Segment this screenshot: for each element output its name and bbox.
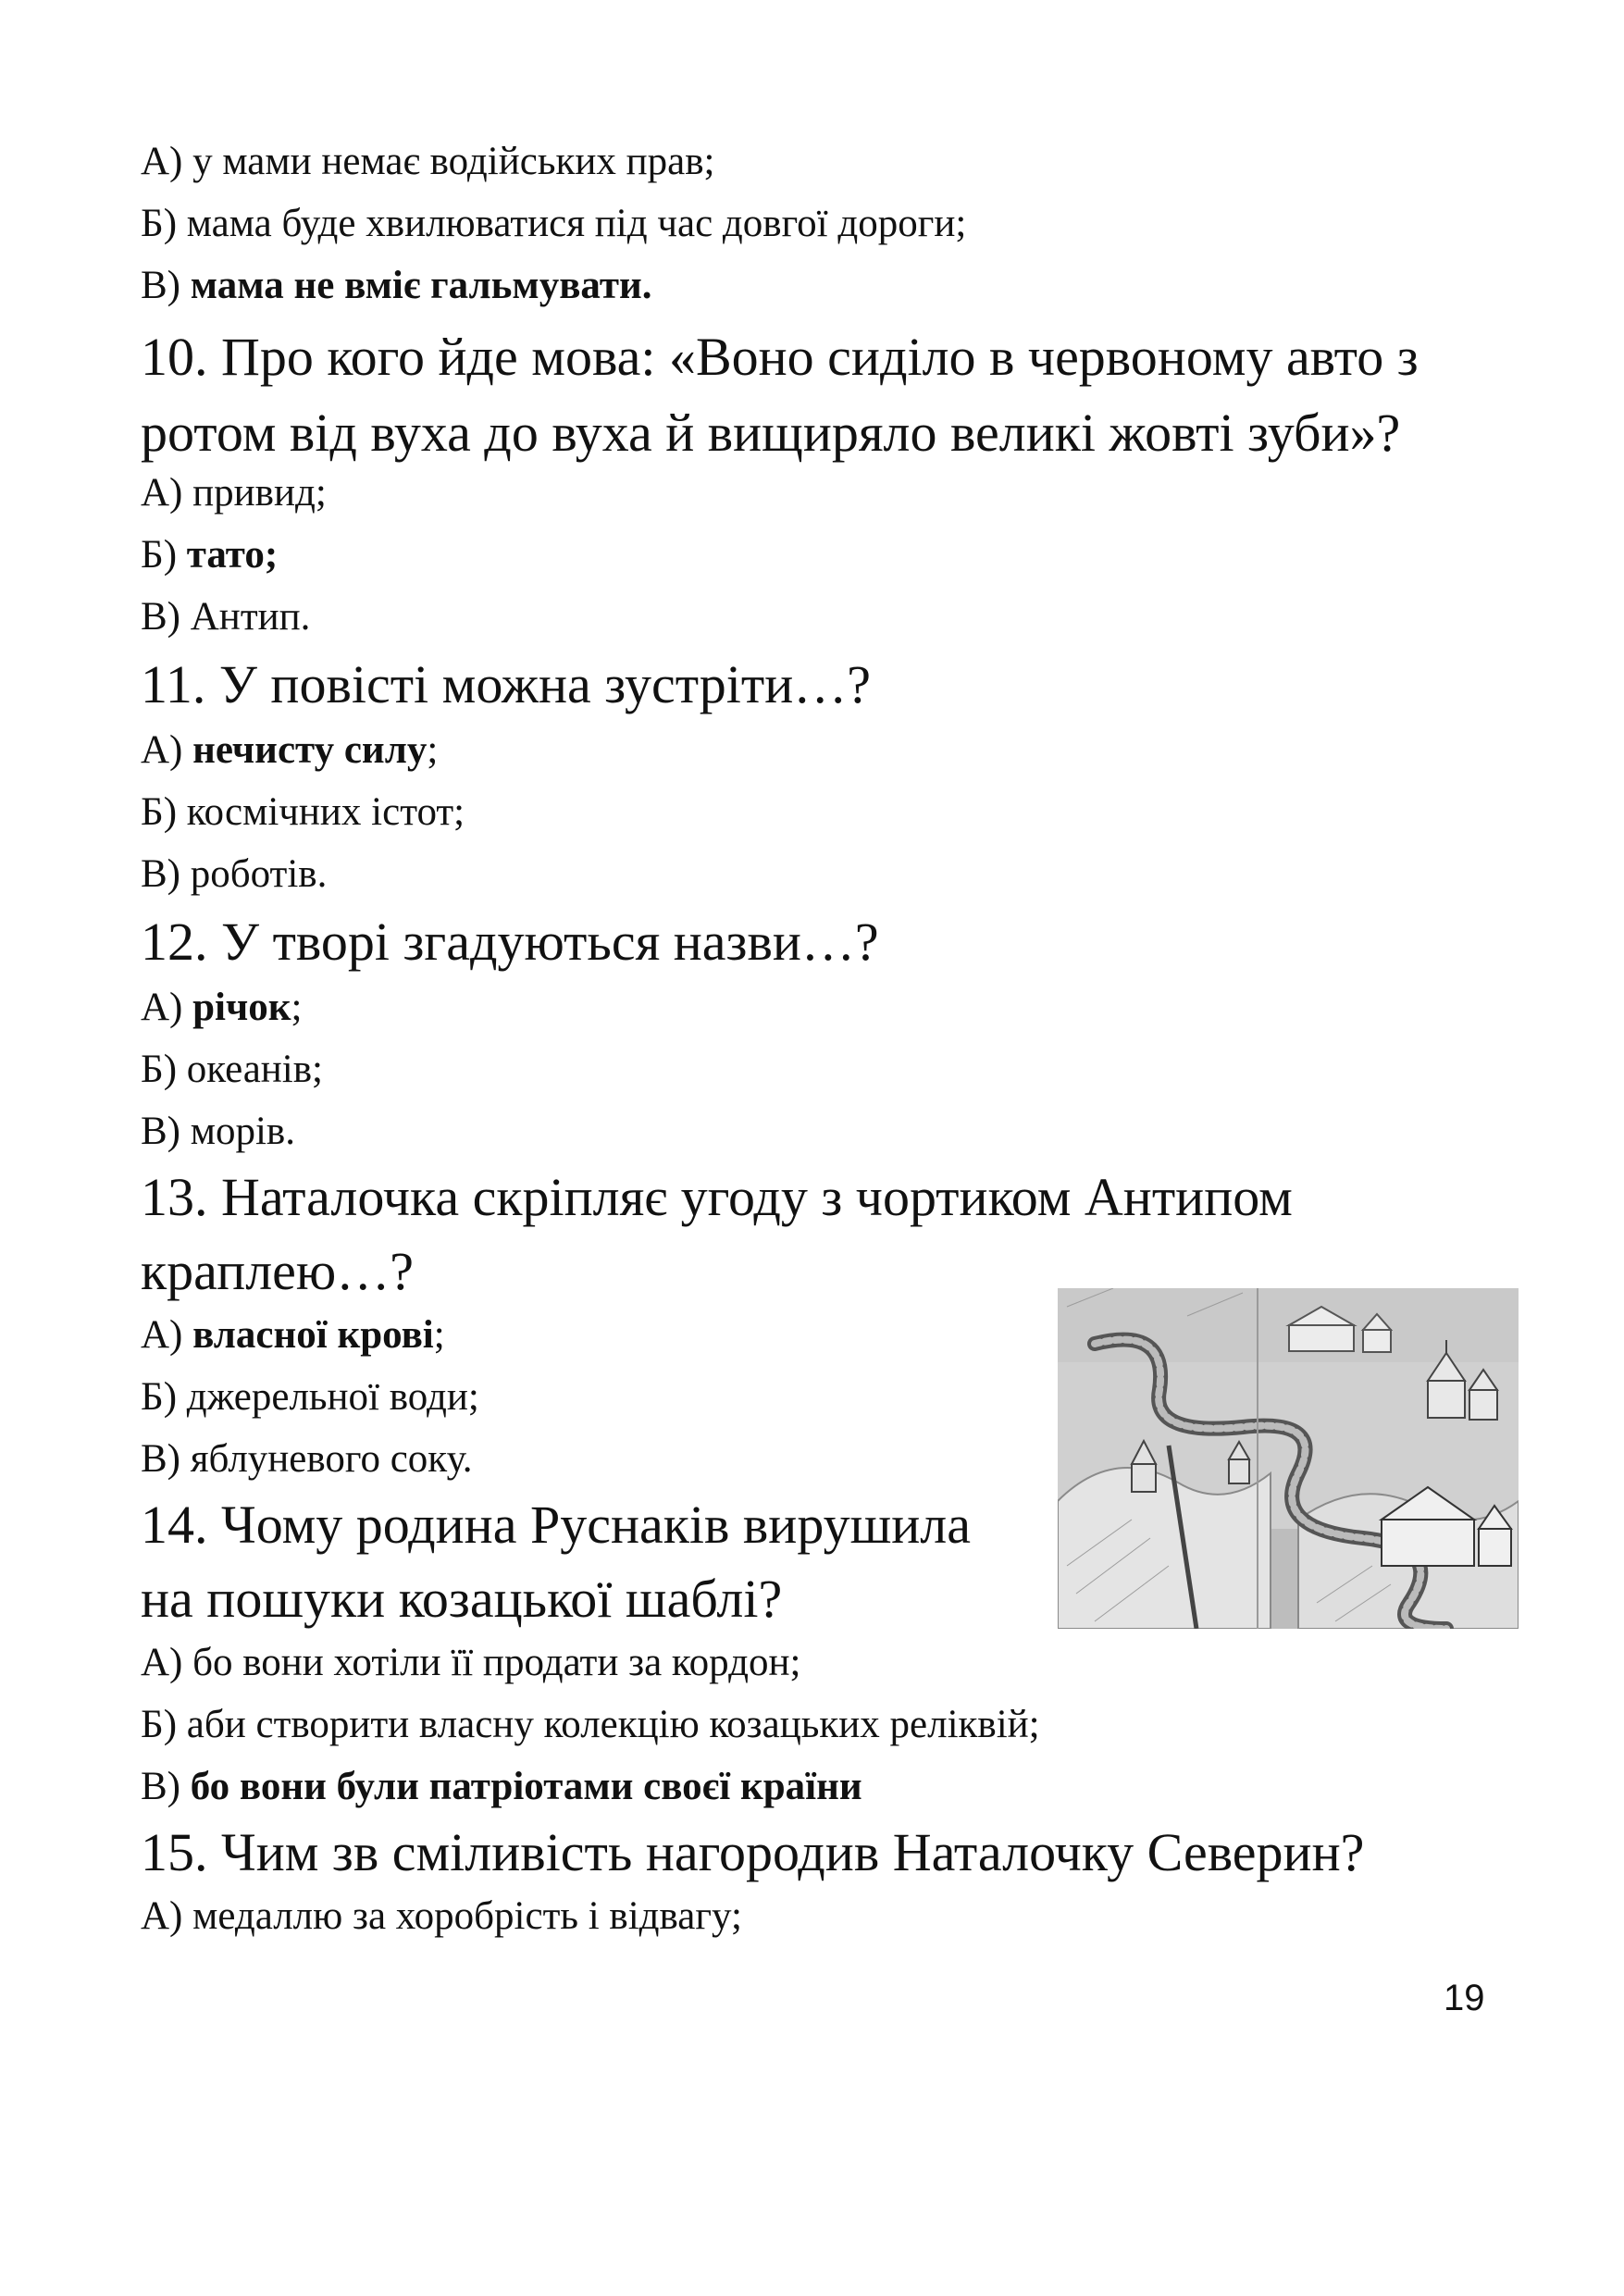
correct-answer: власної крові: [192, 1313, 434, 1357]
q14-answer-a: А) бо вони хотіли її продати за кордон;: [141, 1641, 801, 1684]
q13-answer-c: В) яблуневого соку.: [141, 1437, 473, 1481]
q13-answer-a: А) власної крові;: [141, 1313, 445, 1357]
q9-answer-b: Б) мама буде хвилюватися під час довгої дороги;: [141, 202, 967, 245]
q11-question: 11. У повісті можна зустріти…?: [141, 654, 872, 714]
q11-answer-b: Б) космічних істот;: [141, 790, 465, 834]
q11-answer-c: В) роботів.: [141, 852, 328, 896]
q13-question-line-2: краплею…?: [141, 1241, 414, 1301]
q13-answer-b: Б) джерельної води;: [141, 1375, 479, 1419]
correct-answer: мама не вміє гальмувати.: [190, 264, 652, 307]
q10-question-line-1: 10. Про кого йде мова: «Воно сиділо в червоному авто з: [141, 327, 1419, 387]
illustration-drawing: [1058, 1288, 1519, 1629]
q14-answer-c: В) бо вони були патріотами своєї країни: [141, 1765, 862, 1808]
q15-question: 15. Чим зв сміливість нагородив Наталочку Северин?: [141, 1822, 1365, 1882]
q10-answer-b: Б) тато;: [141, 533, 279, 577]
q9-answer-a: А) у мами немає водійських прав;: [141, 140, 715, 183]
correct-answer: нечисту силу: [192, 728, 428, 772]
q15-answer-a: А) медаллю за хоробрість і відвагу;: [141, 1894, 742, 1938]
q14-answer-b: Б) аби створити власну колекцію козацьких реліквій;: [141, 1703, 1040, 1746]
q12-answer-a: А) річок;: [141, 986, 303, 1029]
q12-question: 12. У творі згадуються назви…?: [141, 912, 879, 972]
q12-answer-b: Б) океанів;: [141, 1048, 323, 1091]
correct-answer: бо вони були патріотами своєї країни: [190, 1765, 862, 1808]
q13-question-line-1: 13. Наталочка скріпляє угоду з чортиком Антипом: [141, 1167, 1293, 1227]
q12-answer-c: В) морів.: [141, 1110, 295, 1153]
correct-answer: тато;: [186, 533, 279, 577]
q10-question-line-2: ротом від вуха до вуха й вищиряло великі жовті зуби»?: [141, 403, 1401, 463]
q14-question-line-1: 14. Чому родина Руснаків вирушила: [141, 1495, 971, 1555]
q11-answer-a: А) нечисту силу;: [141, 728, 439, 772]
q10-answer-c: В) Антип.: [141, 595, 311, 639]
q14-question-line-2: на пошуки козацької шаблі?: [141, 1569, 783, 1629]
story-illustration: [1058, 1288, 1519, 1629]
q9-answer-c: В) мама не вміє гальмувати.: [141, 264, 652, 307]
correct-answer: річок: [192, 986, 291, 1029]
page-number: 19: [1444, 1978, 1485, 2018]
q10-answer-a: А) привид;: [141, 471, 327, 515]
